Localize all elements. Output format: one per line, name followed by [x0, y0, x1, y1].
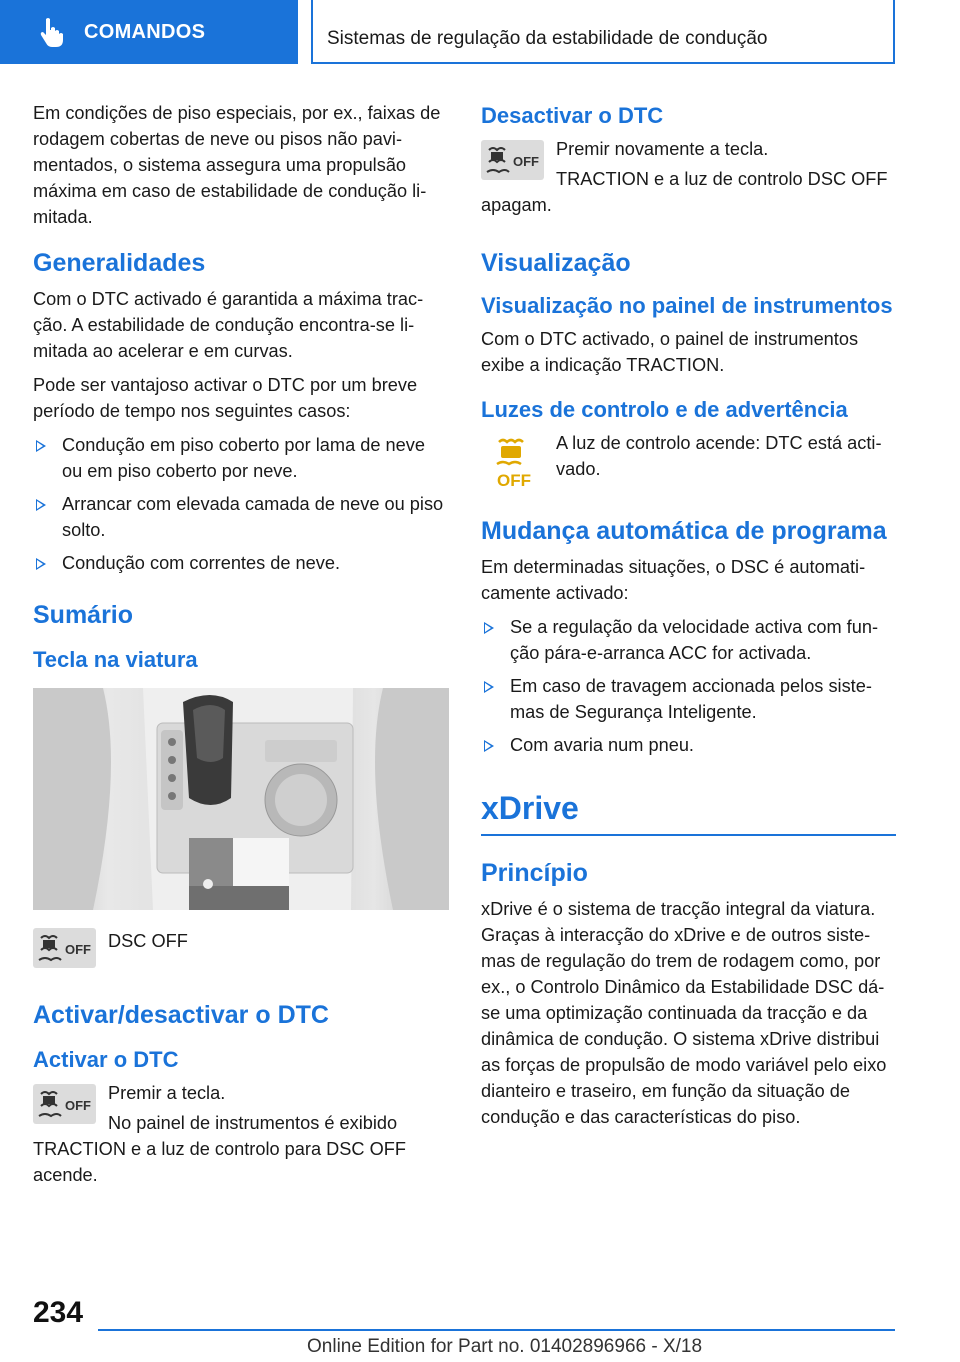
heading-sumario: Sumário [33, 601, 134, 629]
heading-visualizacao: Visualização [481, 249, 631, 277]
section-tab-label: COMANDOS [84, 20, 206, 43]
heading-luzes: Luzes de controlo e de advertência [481, 397, 848, 422]
heading-visualizacao-painel: Visualização no painel de instrumentos [481, 293, 893, 318]
page-number: 234 [33, 1296, 84, 1329]
footer-edition: Online Edition for Part no. 01402896966 - X/18 [307, 1336, 703, 1357]
svg-text:OFF: OFF [65, 1098, 91, 1113]
generalidades-paragraph-2: Pode ser vantajoso activar o DTC por um breve período de tempo nos seguintes casos: [33, 375, 418, 421]
hand-pointer-icon [38, 17, 64, 47]
mudanca-list [481, 614, 896, 758]
list-item: Se a regulação da velocidade activa com função pára-e-arranca ACC for activada. [481, 614, 896, 666]
heading-activar-dtc: Activar o DTC [33, 1047, 179, 1072]
center-console-illustration [33, 688, 449, 910]
heading-mudanca: Mudança automática de programa [481, 517, 887, 545]
center-console-photo [33, 688, 449, 910]
section-tab[interactable] [0, 0, 298, 64]
activar-step-2: No painel de instrumentos é exibido TRACTION e a luz de controlo para DSC OFF acende. [33, 1113, 406, 1185]
dsc-off-warning-light-icon [489, 434, 544, 490]
dsc-off-button-icon[interactable] [33, 1084, 96, 1124]
svg-text:OFF: OFF [65, 942, 91, 957]
xdrive-paragraph: xDrive é o sistema de tracção integral da viatura. Graças à interacção do xDrive e de outros sistemas de regulação do trem de rodagem como, por ex., o Controlo Dinâmico da Estabilidade DSC dá-se uma optimização continuada da tracção e da dinâmica de condução. O sistema xDrive distribui as forças de propulsão de modo variável pelo eixo dianteiro e traseiro, em função da situação de condução e das características do piso. [481, 899, 887, 1127]
heading-desactivar-dtc: Desactivar o DTC [481, 103, 664, 128]
bullet-triangle-icon [484, 681, 494, 693]
bullet-triangle-icon [36, 558, 46, 570]
generalidades-list [33, 432, 449, 576]
desactivar-step-1: Premir novamente a tecla. [556, 139, 769, 159]
list-item: Com avaria num pneu. [481, 732, 896, 758]
bullet-triangle-icon [36, 440, 46, 452]
list-item: Condução com correntes de neve. [33, 550, 449, 576]
dsc-off-caption: DSC OFF [108, 931, 188, 951]
mudanca-paragraph: Em determinadas situações, o DSC é automaticamente activado: [481, 557, 866, 603]
chapter-title: Sistemas de regulação da estabilidade de condução [311, 0, 895, 64]
intro-paragraph: Em condições de piso especiais, por ex., faixas de rodagem cobertas de neve ou pisos não pavimentados, o sistema assegura uma propulsão máxima em caso de estabilidade de condução limitada. [33, 103, 441, 227]
heading-generalidades: Generalidades [33, 249, 206, 277]
list-item: Arrancar com elevada camada de neve ou piso solto. [33, 491, 449, 543]
dsc-off-button-icon[interactable] [481, 140, 544, 180]
luzes-text: A luz de controlo acende: DTC está activado. [556, 433, 882, 479]
footer-divider [98, 1329, 895, 1331]
activar-dtc-row [33, 1080, 449, 1188]
heading-principio: Princípio [481, 859, 588, 887]
desactivar-dtc-row [481, 136, 896, 218]
luzes-row [481, 430, 896, 494]
svg-text:OFF: OFF [497, 471, 531, 490]
svg-text:OFF: OFF [513, 154, 539, 169]
bullet-triangle-icon [484, 740, 494, 752]
right-column [481, 100, 896, 1138]
bullet-triangle-icon [484, 622, 494, 634]
visualizacao-paragraph: Com o DTC activado, o painel de instrumentos exibe a indicação TRACTION. [481, 329, 859, 375]
generalidades-paragraph-1: Com o DTC activado é garantida a máxima tracção. A estabilidade de condução encontra-se limitada ao acelerar e em curvas. [33, 289, 424, 361]
heading-tecla-na-viatura: Tecla na viatura [33, 647, 198, 672]
left-column [33, 100, 449, 1194]
heading-activar-desactivar: Activar/desactivar o DTC [33, 1001, 329, 1029]
list-item: Em caso de travagem accionada pelos sistemas de Segurança Inteligente. [481, 673, 896, 725]
bullet-triangle-icon [36, 499, 46, 511]
list-item: Condução em piso coberto por lama de neve ou em piso coberto por neve. [33, 432, 449, 484]
heading-xdrive: xDrive [481, 788, 896, 836]
dsc-off-row [33, 924, 449, 972]
dsc-off-button-icon[interactable] [33, 928, 96, 968]
desactivar-step-2: TRACTION e a luz de controlo DSC OFF apagam. [481, 169, 888, 215]
activar-step-1: Premir a tecla. [108, 1083, 226, 1103]
